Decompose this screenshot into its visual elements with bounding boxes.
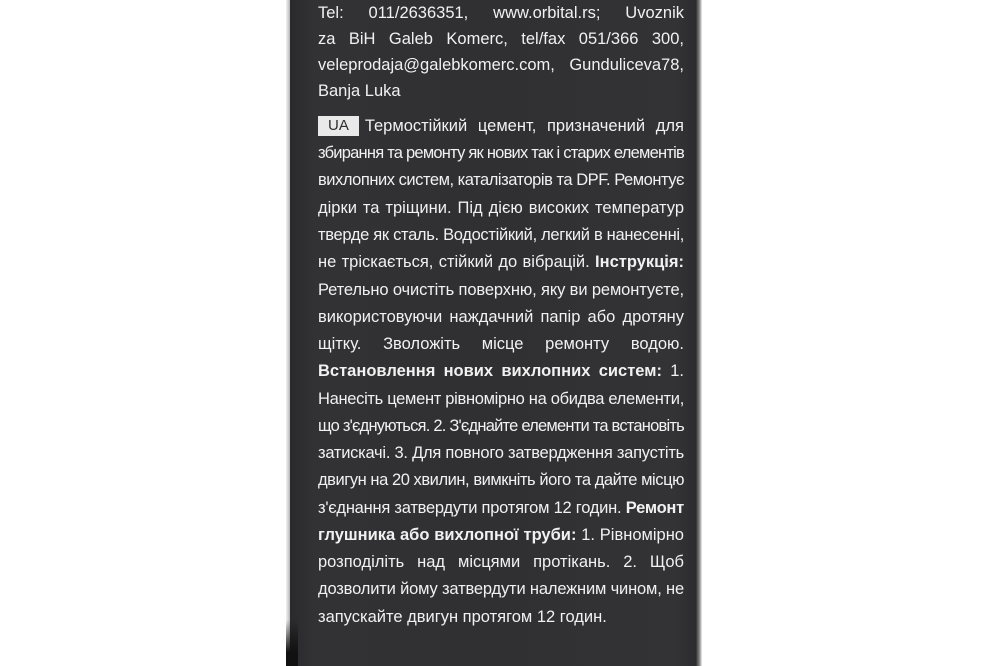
contact-text: veleprodaja@galebkomerc.com, Gunduliceva78, [318, 56, 684, 74]
instruction-line [318, 277, 684, 303]
contact-line [318, 0, 684, 26]
description-text: тверде як сталь. Водостійкий, легкий в нанесенні, [318, 226, 684, 244]
instruction-line [318, 549, 684, 575]
instruction-text: Ретельно очистіть поверхню, яку ви ремонтуєте, [318, 281, 684, 299]
instruction-text: дозволити йому затвердути належним чином, не [318, 580, 684, 598]
instruction-text: 1. [670, 362, 684, 380]
contact-text: za BiH Galeb Komerc, tel/fax 051/366 300, [318, 30, 684, 48]
package-right-edge [696, 0, 702, 666]
description-line [318, 167, 684, 193]
contact-line [318, 26, 684, 52]
instruction-text: з'єднання затвердути протягом 12 годин. [318, 499, 622, 517]
contact-text: Tel: 011/2636351, www.orbital.rs; Uvoznik [318, 4, 684, 22]
instruction-text: розподіліть над місцями протікань. 2. Щоб [318, 553, 684, 571]
instruction-text: Нанесіть цемент рівномірно на обидва елементи, [318, 390, 684, 408]
description-line [318, 222, 684, 248]
instruction-line [318, 413, 684, 439]
description-text: збирання та ремонту як нових так і старих елементів [318, 144, 684, 162]
instruction-text: запускайте двигун протягом 12 годин. [318, 608, 607, 626]
description-text: дірки та тріщини. Під дією високих температур [318, 199, 684, 217]
instruction-line [318, 358, 684, 384]
repair-heading: глушника або вихлопної труби: [318, 526, 577, 544]
description-text: вихлопних систем, каталізаторів та DPF. Ремонтує [318, 171, 684, 189]
instruction-text: затискачі. 3. Для повного затвердження запустіть [318, 444, 684, 462]
instruction-text: 1. Рівномірно [581, 526, 684, 544]
instruction-line [318, 604, 684, 630]
description-line [318, 249, 684, 275]
instruction-text: використовуючи наждачний папір або дротяну [318, 308, 684, 326]
package-corner-shadow [286, 620, 298, 666]
instructions-heading: Інструкція: [595, 253, 684, 271]
instruction-text: що з'єднуються. 2. З'єднайте елементи та встановіть [318, 417, 684, 435]
contact-text: Banja Luka [318, 82, 401, 100]
instruction-line [318, 304, 684, 330]
description-line [318, 113, 684, 139]
description-text: не тріскається, стійкий до вібрацій. [318, 253, 590, 271]
description-text: Термостійкий цемент, призначений для [364, 117, 684, 135]
contact-line [318, 78, 684, 104]
instruction-line [318, 440, 684, 466]
language-badge-ua: UA [318, 116, 359, 136]
new-systems-heading: Встановлення нових вихлопних систем: [318, 362, 662, 380]
instruction-line [318, 331, 684, 357]
repair-heading: Ремонт [625, 499, 684, 517]
instruction-line [318, 386, 684, 412]
instruction-line [318, 495, 684, 521]
instruction-text: двигун на 20 хвилин, вимкніть його та дайте місцю [318, 471, 684, 489]
instruction-text: щітку. Зволожіть місце ремонту водою. [318, 335, 684, 353]
description-line [318, 140, 684, 166]
description-line [318, 195, 684, 221]
instruction-line [318, 467, 684, 493]
instruction-line [318, 576, 684, 602]
instruction-line [318, 522, 684, 548]
contact-line [318, 52, 684, 78]
